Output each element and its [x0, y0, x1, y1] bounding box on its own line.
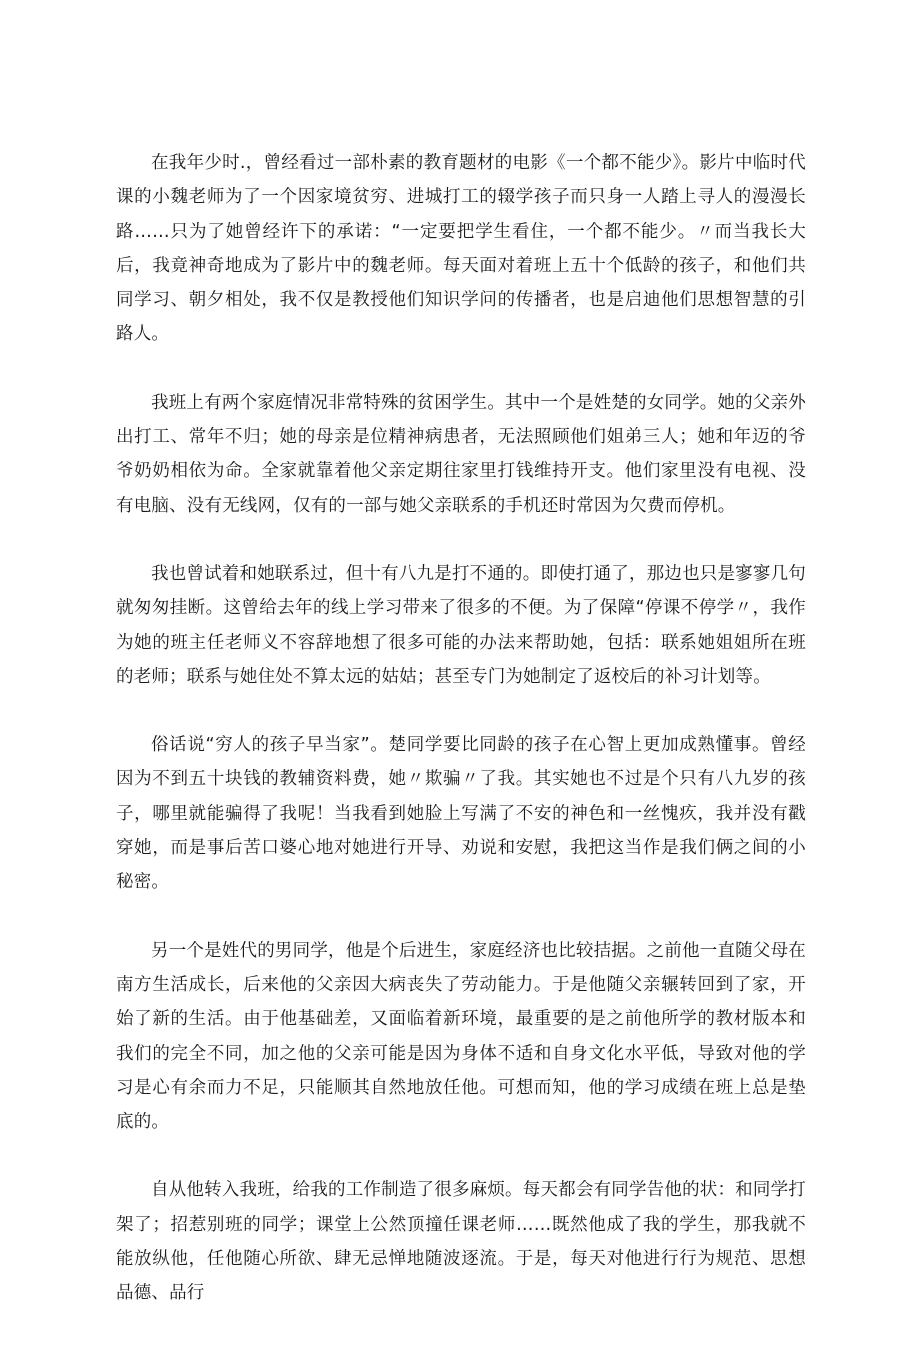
paragraph-1: 在我年少时.，曾经看过一部朴素的教育题材的电影《一个都不能少》。影片中临时代课的小魏老师为了一个因家境贫穷、进城打工的辍学孩子而只身一人踏上寻人的漫漫长路……只为了她曾经许下的承诺：“一定要把学生看住，一个都不能少。〃而当我长大后，我竟神奇地成为了影片中的魏老师。每天面对着班上五十个低龄的孩子，和他们共同学习、朝夕相处，我不仅是教授他们知识学问的传播者，也是启迪他们思想智慧的引路人。: [116, 153, 806, 345]
paragraph-4: 俗话说“穷人的孩子早当家”。楚同学要比同龄的孩子在心智上更加成熟懂事。曾经因为不到五十块钱的教辅资料费，她〃欺骗〃了我。其实她也不过是个只有八九岁的孩子，哪里就能骗得了我呢！当我看到她脸上写满了不安的神色和一丝愧疚，我并没有戳穿她，而是事后苦口婆心地对她进行开导、劝说和安慰，我把这当作是我们俩之间的小秘密。: [116, 735, 806, 893]
paragraph-3: 我也曾试着和她联系过，但十有八九是打不通的。即使打通了，那边也只是寥寥几句就匆匆挂断。这曾给去年的线上学习带来了很多的不便。为了保障“停课不停学〃，我作为她的班主任老师义不容辞地想了很多可能的办法来帮助她，包括：联系她姐姐所在班的老师；联系与她住处不算太远的姑姑；甚至专门为她制定了返校后的补习计划等。: [116, 563, 806, 687]
paragraph-5: 另一个是姓代的男同学，他是个后进生，家庭经济也比较拮据。之前他一直随父母在南方生活成长，后来他的父亲因大病丧失了劳动能力。于是他随父亲辗转回到了家，开始了新的生活。由于他基础差，又面临着新环境，最重要的是之前他所学的教材版本和我们的完全不同，加之他的父亲可能是因为身体不适和自身文化水平低，导致对他的学习是心有余而力不足，只能顺其自然地放任他。可想而知，他的学习成绩在班上总是垫底的。: [116, 940, 806, 1133]
paragraph-6: 自从他转入我班，给我的工作制造了很多麻烦。每天都会有同学告他的状：和同学打架了；招惹别班的同学；课堂上公然顶撞任课老师……既然他成了我的学生，那我就不能放纵他，任他随心所欲、肆无忌惮地随波逐流。于是，每天对他进行行为规范、思想品德、品行: [116, 1180, 806, 1304]
document-body: [116, 146, 806, 1345]
paragraph-2: 我班上有两个家庭情况非常特殊的贫困学生。其中一个是姓楚的女同学。她的父亲外出打工、常年不归；她的母亲是位精神病患者，无法照顾他们姐弟三人；她和年迈的爷爷奶奶相依为命。全家就靠着他父亲定期往家里打钱维持开支。他们家里没有电视、没有电脑、没有无线网，仅有的一部与她父亲联系的手机还时常因为欠费而停机。: [116, 392, 806, 516]
